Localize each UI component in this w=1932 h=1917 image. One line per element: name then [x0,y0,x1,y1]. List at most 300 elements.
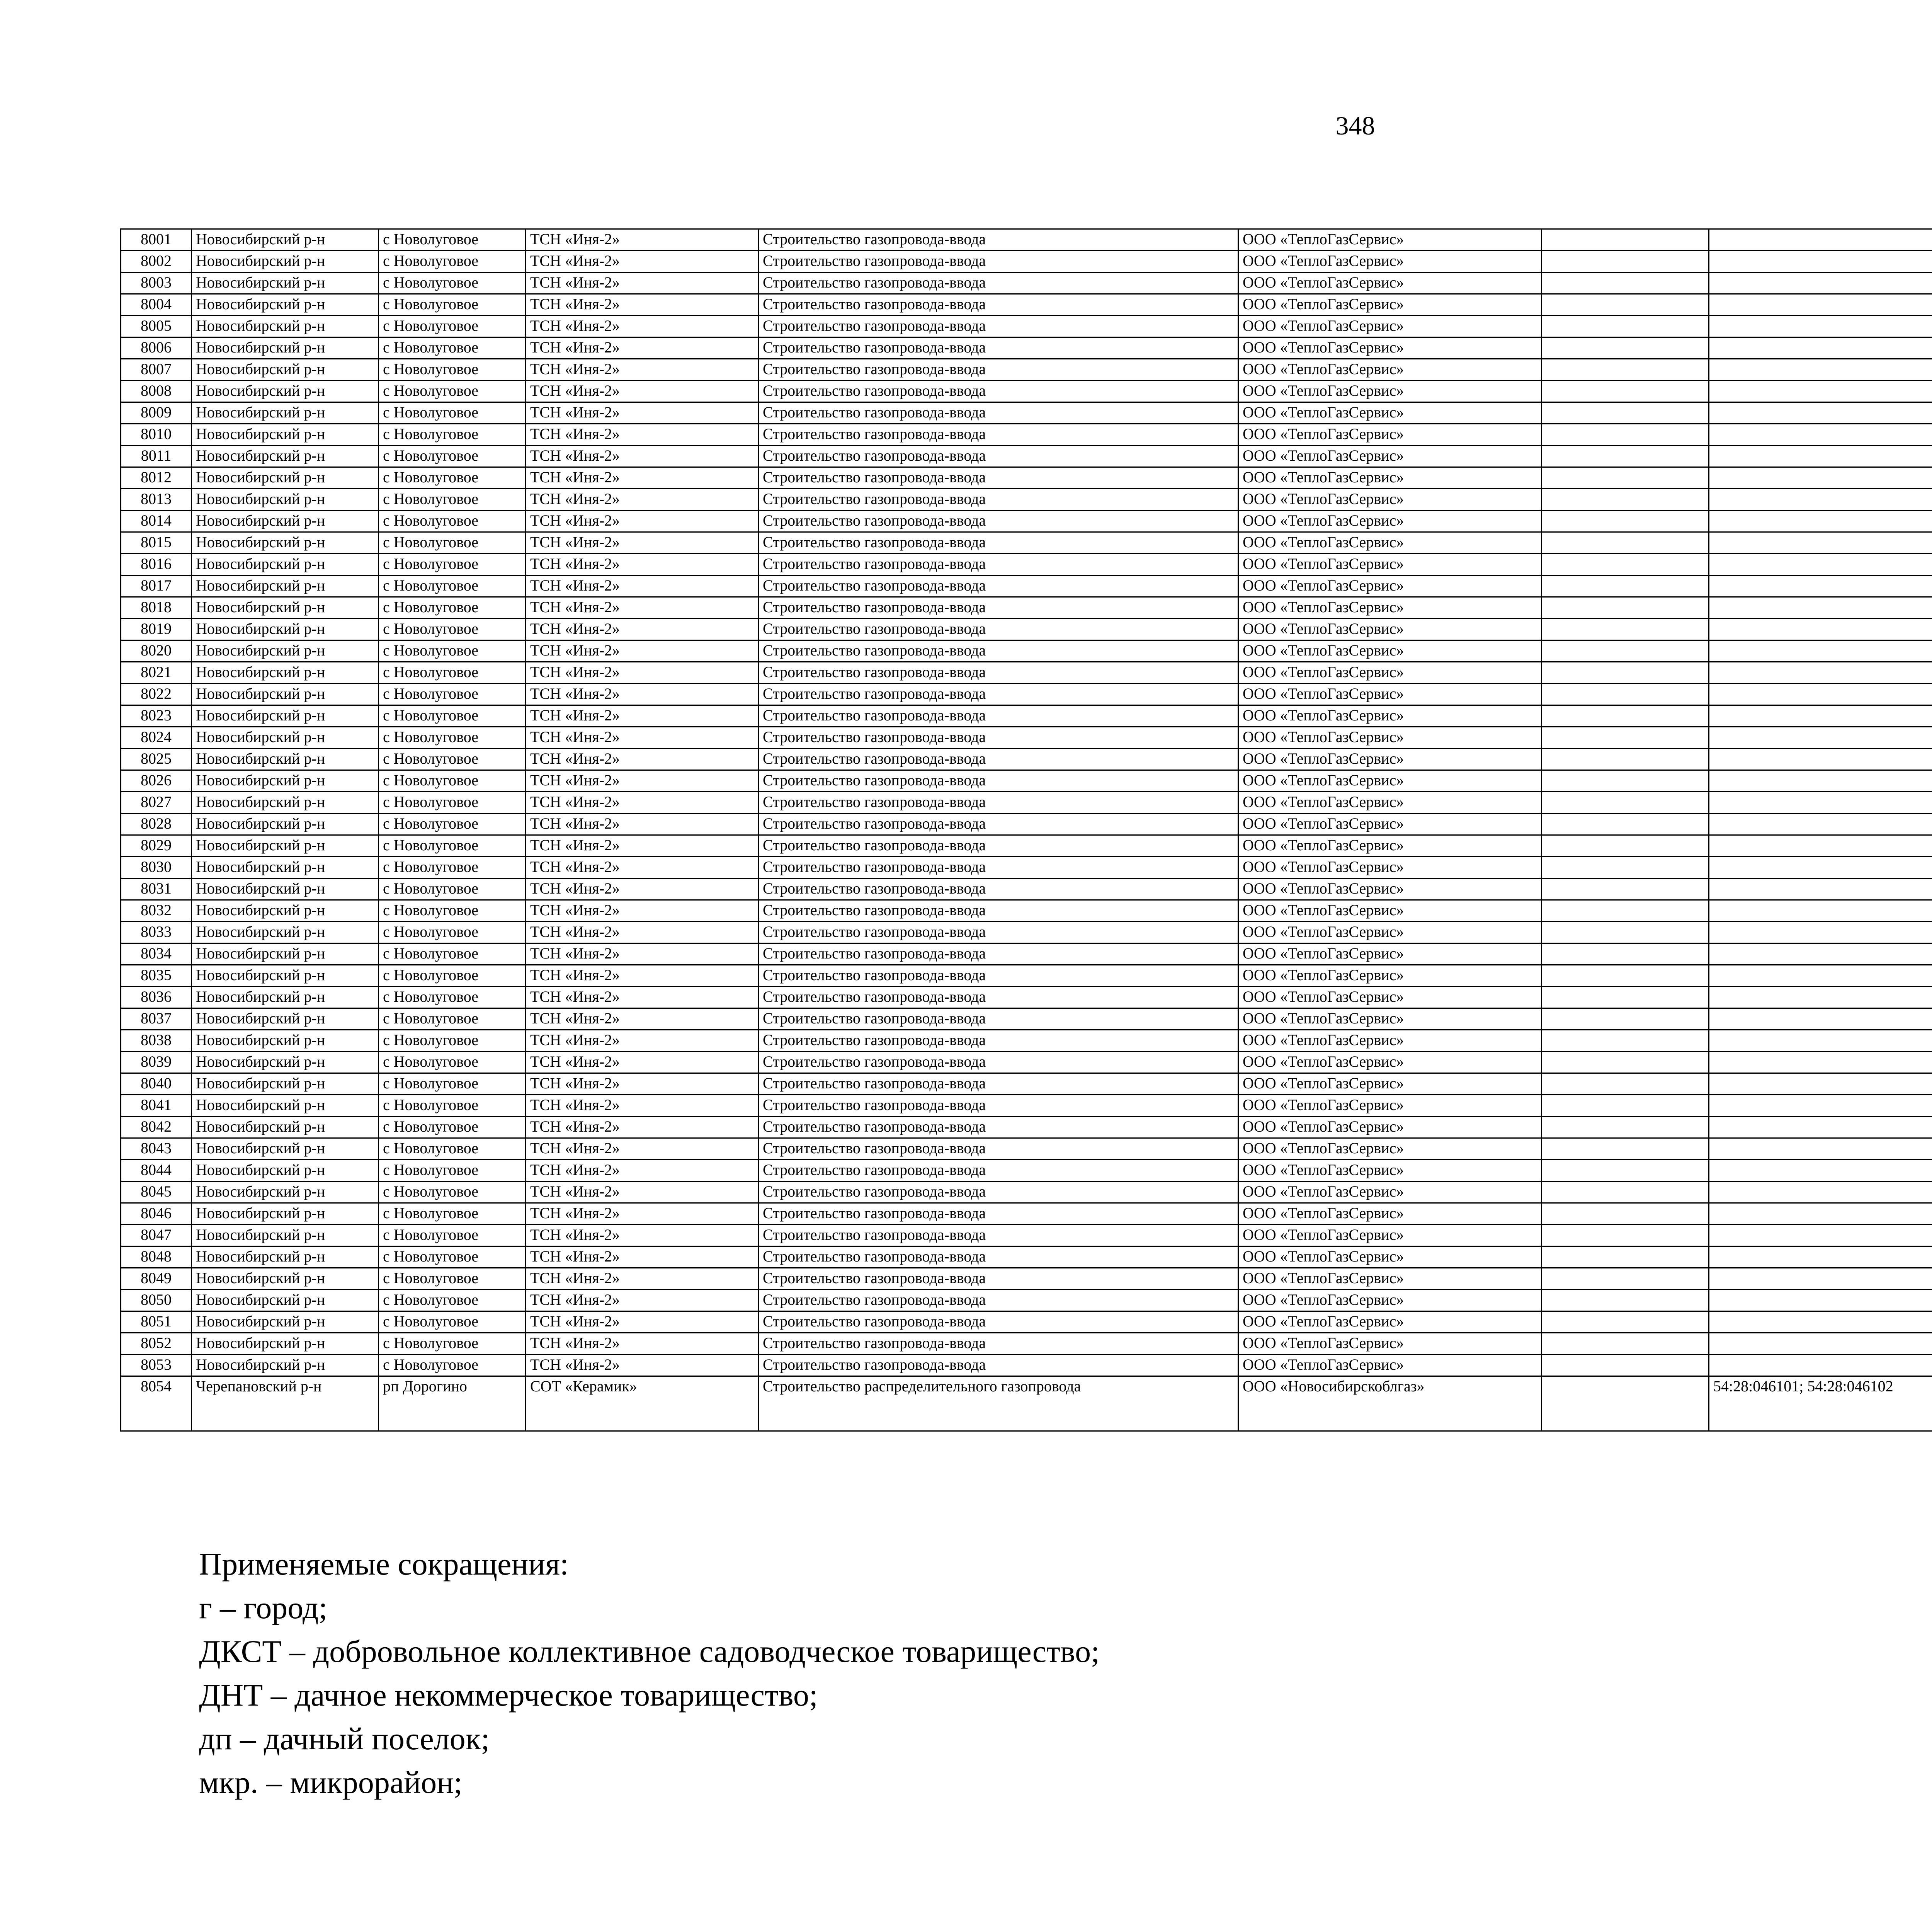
cell-row-number: 8054 [121,1376,192,1431]
table-row [121,446,1932,467]
table-row [121,662,1932,684]
cell-organization: ТСН «Иня-2» [526,402,759,424]
cell-extra-cell [1542,922,1709,943]
cell-row-number: 8007 [121,359,192,381]
cell-work-type: Строительство газопровода-ввода [759,619,1238,640]
cell-organization: ТСН «Иня-2» [526,1138,759,1160]
table-row [121,1376,1932,1431]
cell-district: Новосибирский р-н [192,229,379,251]
cell-work-type: Строительство газопровода-ввода [759,554,1238,575]
cell-district: Новосибирский р-н [192,814,379,835]
cell-extra-cell [1542,1095,1709,1117]
cell-cadastral-number [1709,814,1932,835]
cell-district: Новосибирский р-н [192,1138,379,1160]
cell-extra-cell [1542,359,1709,381]
cell-extra-cell [1542,532,1709,554]
table-row [121,1095,1932,1117]
cell-contractor: ООО «ТеплоГазСервис» [1238,1008,1542,1030]
cell-contractor: ООО «ТеплоГазСервис» [1238,532,1542,554]
table-row [121,727,1932,749]
cell-contractor: ООО «ТеплоГазСервис» [1238,965,1542,987]
table-row [121,1073,1932,1095]
cell-extra-cell [1542,727,1709,749]
cell-district: Новосибирский р-н [192,402,379,424]
cell-settlement: с Новолуговое [379,987,526,1008]
cell-district: Новосибирский р-н [192,1073,379,1095]
cell-contractor: ООО «ТеплоГазСервис» [1238,1117,1542,1138]
cell-district: Новосибирский р-н [192,684,379,705]
cell-row-number: 8035 [121,965,192,987]
table-body [121,229,1932,1431]
table-row [121,1182,1932,1203]
cell-row-number: 8011 [121,446,192,467]
cell-extra-cell [1542,900,1709,922]
cell-row-number: 8010 [121,424,192,446]
cell-cadastral-number [1709,1052,1932,1073]
cell-work-type: Строительство газопровода-ввода [759,640,1238,662]
cell-extra-cell [1542,272,1709,294]
cell-work-type: Строительство газопровода-ввода [759,467,1238,489]
cell-cadastral-number [1709,446,1932,467]
cell-contractor: ООО «ТеплоГазСервис» [1238,857,1542,878]
table-row [121,1333,1932,1355]
cell-extra-cell [1542,337,1709,359]
cell-work-type: Строительство газопровода-ввода [759,1203,1238,1225]
cell-contractor: ООО «ТеплоГазСервис» [1238,1225,1542,1246]
table-row [121,532,1932,554]
table-row [121,1008,1932,1030]
cell-work-type: Строительство газопровода-ввода [759,532,1238,554]
cell-organization: ТСН «Иня-2» [526,359,759,381]
cell-settlement: с Новолуговое [379,597,526,619]
cell-extra-cell [1542,619,1709,640]
cell-work-type: Строительство газопровода-ввода [759,1030,1238,1052]
cell-row-number: 8006 [121,337,192,359]
cell-cadastral-number [1709,359,1932,381]
cell-row-number: 8027 [121,792,192,814]
cell-district: Новосибирский р-н [192,272,379,294]
cell-settlement: с Новолуговое [379,575,526,597]
cell-district: Новосибирский р-н [192,640,379,662]
cell-organization: ТСН «Иня-2» [526,316,759,337]
cell-organization: ТСН «Иня-2» [526,467,759,489]
cell-extra-cell [1542,1355,1709,1376]
cell-work-type: Строительство газопровода-ввода [759,381,1238,402]
cell-organization: ТСН «Иня-2» [526,1117,759,1138]
cell-work-type: Строительство газопровода-ввода [759,575,1238,597]
table-row [121,770,1932,792]
cell-contractor: ООО «ТеплоГазСервис» [1238,1095,1542,1117]
cell-cadastral-number [1709,878,1932,900]
cell-work-type: Строительство газопровода-ввода [759,727,1238,749]
cell-settlement: с Новолуговое [379,251,526,272]
cell-organization: ТСН «Иня-2» [526,251,759,272]
abbreviation-item: мкр. – микрорайон; [199,1765,463,1800]
cell-contractor: ООО «ТеплоГазСервис» [1238,1268,1542,1290]
table-row [121,1203,1932,1225]
cell-extra-cell [1542,424,1709,446]
cell-contractor: ООО «ТеплоГазСервис» [1238,900,1542,922]
table-row [121,489,1932,511]
cell-district: Новосибирский р-н [192,705,379,727]
cell-work-type: Строительство газопровода-ввода [759,489,1238,511]
cell-contractor: ООО «ТеплоГазСервис» [1238,554,1542,575]
cell-work-type: Строительство газопровода-ввода [759,511,1238,532]
cell-work-type: Строительство газопровода-ввода [759,1117,1238,1138]
abbreviations-block [199,1542,1100,1804]
cell-extra-cell [1542,1311,1709,1333]
cell-settlement: с Новолуговое [379,662,526,684]
cell-work-type: Строительство газопровода-ввода [759,337,1238,359]
cell-organization: ТСН «Иня-2» [526,857,759,878]
cell-organization: ТСН «Иня-2» [526,294,759,316]
cell-organization: ТСН «Иня-2» [526,446,759,467]
cell-district: Новосибирский р-н [192,1203,379,1225]
cell-extra-cell [1542,770,1709,792]
cell-settlement: с Новолуговое [379,402,526,424]
cell-extra-cell [1542,1030,1709,1052]
table-row [121,1052,1932,1073]
cell-extra-cell [1542,857,1709,878]
cell-work-type: Строительство газопровода-ввода [759,1138,1238,1160]
cell-cadastral-number [1709,965,1932,987]
cell-work-type: Строительство газопровода-ввода [759,1182,1238,1203]
cell-work-type: Строительство распределительного газопровода [759,1376,1238,1431]
cell-cadastral-number [1709,554,1932,575]
cell-cadastral-number [1709,1355,1932,1376]
cell-work-type: Строительство газопровода-ввода [759,402,1238,424]
table-row [121,878,1932,900]
cell-extra-cell [1542,943,1709,965]
cell-settlement: с Новолуговое [379,1008,526,1030]
cell-organization: ТСН «Иня-2» [526,727,759,749]
cell-extra-cell [1542,575,1709,597]
cell-contractor: ООО «ТеплоГазСервис» [1238,511,1542,532]
cell-settlement: с Новолуговое [379,294,526,316]
cell-contractor: ООО «ТеплоГазСервис» [1238,814,1542,835]
cell-settlement: с Новолуговое [379,727,526,749]
table-row [121,619,1932,640]
table-row [121,1030,1932,1052]
cell-row-number: 8051 [121,1311,192,1333]
table-row [121,1225,1932,1246]
cell-contractor: ООО «ТеплоГазСервис» [1238,424,1542,446]
cell-extra-cell [1542,229,1709,251]
table-row [121,814,1932,835]
cell-settlement: с Новолуговое [379,770,526,792]
cell-contractor: ООО «ТеплоГазСервис» [1238,922,1542,943]
table-row [121,467,1932,489]
cell-organization: ТСН «Иня-2» [526,965,759,987]
cell-row-number: 8002 [121,251,192,272]
table-row [121,1311,1932,1333]
table-row [121,1246,1932,1268]
table-row [121,684,1932,705]
cell-extra-cell [1542,381,1709,402]
table-row [121,402,1932,424]
cell-contractor: ООО «ТеплоГазСервис» [1238,1160,1542,1182]
cell-cadastral-number [1709,1182,1932,1203]
cell-contractor: ООО «ТеплоГазСервис» [1238,987,1542,1008]
table-row [121,857,1932,878]
cell-settlement: с Новолуговое [379,1095,526,1117]
cell-cadastral-number [1709,1008,1932,1030]
table-row [121,554,1932,575]
cell-contractor: ООО «ТеплоГазСервис» [1238,1246,1542,1268]
cell-contractor: ООО «ТеплоГазСервис» [1238,316,1542,337]
cell-work-type: Строительство газопровода-ввода [759,770,1238,792]
cell-extra-cell [1542,1117,1709,1138]
cell-row-number: 8005 [121,316,192,337]
cell-contractor: ООО «ТеплоГазСервис» [1238,381,1542,402]
cell-contractor: ООО «ТеплоГазСервис» [1238,1138,1542,1160]
cell-contractor: ООО «ТеплоГазСервис» [1238,662,1542,684]
table-row [121,1138,1932,1160]
cell-organization: ТСН «Иня-2» [526,878,759,900]
cell-work-type: Строительство газопровода-ввода [759,814,1238,835]
cell-extra-cell [1542,1376,1709,1431]
cell-row-number: 8040 [121,1073,192,1095]
cell-settlement: с Новолуговое [379,1138,526,1160]
cell-extra-cell [1542,1160,1709,1182]
table-row [121,424,1932,446]
cell-organization: ТСН «Иня-2» [526,662,759,684]
cell-cadastral-number [1709,749,1932,770]
cell-work-type: Строительство газопровода-ввода [759,987,1238,1008]
cell-contractor: ООО «ТеплоГазСервис» [1238,640,1542,662]
cell-settlement: с Новолуговое [379,684,526,705]
table-row [121,251,1932,272]
cell-district: Новосибирский р-н [192,662,379,684]
cell-district: Новосибирский р-н [192,619,379,640]
cell-organization: ТСН «Иня-2» [526,575,759,597]
cell-organization: ТСН «Иня-2» [526,900,759,922]
cell-cadastral-number [1709,337,1932,359]
cell-organization: СОТ «Керамик» [526,1376,759,1431]
cell-contractor: ООО «ТеплоГазСервис» [1238,1182,1542,1203]
table-row [121,1355,1932,1376]
cell-extra-cell [1542,1268,1709,1290]
cell-cadastral-number [1709,1290,1932,1311]
cell-settlement: с Новолуговое [379,1225,526,1246]
cell-row-number: 8048 [121,1246,192,1268]
cell-settlement: с Новолуговое [379,705,526,727]
cell-organization: ТСН «Иня-2» [526,1008,759,1030]
cell-cadastral-number [1709,272,1932,294]
cell-settlement: с Новолуговое [379,749,526,770]
cell-district: Новосибирский р-н [192,792,379,814]
cell-cadastral-number [1709,1117,1932,1138]
cell-cadastral-number [1709,770,1932,792]
cell-contractor: ООО «ТеплоГазСервис» [1238,251,1542,272]
cell-organization: ТСН «Иня-2» [526,1268,759,1290]
cell-district: Черепановский р-н [192,1376,379,1431]
cell-organization: ТСН «Иня-2» [526,987,759,1008]
cell-cadastral-number [1709,1095,1932,1117]
cell-district: Новосибирский р-н [192,381,379,402]
cell-work-type: Строительство газопровода-ввода [759,705,1238,727]
cell-settlement: с Новолуговое [379,1268,526,1290]
cell-district: Новосибирский р-н [192,1030,379,1052]
cell-settlement: с Новолуговое [379,965,526,987]
table-row [121,337,1932,359]
cell-settlement: с Новолуговое [379,878,526,900]
cell-district: Новосибирский р-н [192,922,379,943]
cell-settlement: с Новолуговое [379,943,526,965]
cell-extra-cell [1542,402,1709,424]
cell-settlement: с Новолуговое [379,619,526,640]
cell-settlement: с Новолуговое [379,446,526,467]
cell-row-number: 8033 [121,922,192,943]
cell-cadastral-number [1709,251,1932,272]
cell-work-type: Строительство газопровода-ввода [759,316,1238,337]
cell-settlement: с Новолуговое [379,1246,526,1268]
cell-district: Новосибирский р-н [192,1008,379,1030]
cell-district: Новосибирский р-н [192,770,379,792]
table-row [121,316,1932,337]
cell-organization: ТСН «Иня-2» [526,1073,759,1095]
cell-district: Новосибирский р-н [192,878,379,900]
table-row [121,229,1932,251]
cell-district: Новосибирский р-н [192,1095,379,1117]
cell-district: Новосибирский р-н [192,943,379,965]
cell-extra-cell [1542,446,1709,467]
table-row [121,943,1932,965]
cell-work-type: Строительство газопровода-ввода [759,943,1238,965]
cell-settlement: с Новолуговое [379,640,526,662]
cell-extra-cell [1542,814,1709,835]
cell-settlement: с Новолуговое [379,424,526,446]
abbreviation-item: г – город; [199,1590,328,1625]
cell-organization: ТСН «Иня-2» [526,1052,759,1073]
cell-row-number: 8018 [121,597,192,619]
cell-district: Новосибирский р-н [192,337,379,359]
cell-cadastral-number [1709,900,1932,922]
cell-cadastral-number [1709,1268,1932,1290]
cell-extra-cell [1542,1052,1709,1073]
cell-row-number: 8049 [121,1268,192,1290]
table-row [121,294,1932,316]
cell-settlement: с Новолуговое [379,337,526,359]
cell-extra-cell [1542,511,1709,532]
abbreviation-item: дп – дачный поселок; [199,1721,490,1756]
cell-contractor: ООО «ТеплоГазСервис» [1238,619,1542,640]
cell-settlement: с Новолуговое [379,554,526,575]
cell-district: Новосибирский р-н [192,1290,379,1311]
cell-organization: ТСН «Иня-2» [526,1246,759,1268]
cell-settlement: с Новолуговое [379,1117,526,1138]
cell-cadastral-number [1709,1311,1932,1333]
cell-cadastral-number [1709,1030,1932,1052]
cell-cadastral-number [1709,727,1932,749]
cell-row-number: 8009 [121,402,192,424]
cell-settlement: с Новолуговое [379,1030,526,1052]
cell-organization: ТСН «Иня-2» [526,272,759,294]
cell-cadastral-number [1709,619,1932,640]
cell-cadastral-number [1709,705,1932,727]
cell-row-number: 8015 [121,532,192,554]
cell-organization: ТСН «Иня-2» [526,749,759,770]
cell-district: Новосибирский р-н [192,359,379,381]
cell-work-type: Строительство газопровода-ввода [759,229,1238,251]
cell-contractor: ООО «ТеплоГазСервис» [1238,1030,1542,1052]
cell-row-number: 8037 [121,1008,192,1030]
cell-row-number: 8044 [121,1160,192,1182]
cell-organization: ТСН «Иня-2» [526,705,759,727]
cell-row-number: 8032 [121,900,192,922]
cell-district: Новосибирский р-н [192,1311,379,1333]
cell-row-number: 8038 [121,1030,192,1052]
cell-contractor: ООО «ТеплоГазСервис» [1238,705,1542,727]
cell-cadastral-number [1709,532,1932,554]
cell-organization: ТСН «Иня-2» [526,511,759,532]
cell-extra-cell [1542,1073,1709,1095]
table-row [121,1160,1932,1182]
cell-row-number: 8025 [121,749,192,770]
cell-district: Новосибирский р-н [192,489,379,511]
table-row [121,792,1932,814]
cell-work-type: Строительство газопровода-ввода [759,1095,1238,1117]
cell-row-number: 8017 [121,575,192,597]
table-row [121,640,1932,662]
cell-work-type: Строительство газопровода-ввода [759,1225,1238,1246]
cell-settlement: с Новолуговое [379,489,526,511]
cell-district: Новосибирский р-н [192,1246,379,1268]
table-row [121,1268,1932,1290]
cell-contractor: ООО «ТеплоГазСервис» [1238,835,1542,857]
cell-district: Новосибирский р-н [192,446,379,467]
cell-district: Новосибирский р-н [192,727,379,749]
cell-extra-cell [1542,1246,1709,1268]
cell-row-number: 8013 [121,489,192,511]
cell-cadastral-number [1709,402,1932,424]
cell-extra-cell [1542,662,1709,684]
cell-settlement: с Новолуговое [379,922,526,943]
cell-contractor: ООО «ТеплоГазСервис» [1238,359,1542,381]
cell-organization: ТСН «Иня-2» [526,554,759,575]
cell-work-type: Строительство газопровода-ввода [759,1268,1238,1290]
cell-contractor: ООО «ТеплоГазСервис» [1238,943,1542,965]
cell-district: Новосибирский р-н [192,532,379,554]
cell-work-type: Строительство газопровода-ввода [759,965,1238,987]
cell-contractor: ООО «ТеплоГазСервис» [1238,1073,1542,1095]
cell-contractor: ООО «ТеплоГазСервис» [1238,1203,1542,1225]
cell-extra-cell [1542,554,1709,575]
cell-row-number: 8045 [121,1182,192,1203]
cell-cadastral-number [1709,1160,1932,1182]
cell-cadastral-number [1709,987,1932,1008]
cell-district: Новосибирский р-н [192,554,379,575]
cell-extra-cell [1542,965,1709,987]
cell-organization: ТСН «Иня-2» [526,229,759,251]
cell-row-number: 8046 [121,1203,192,1225]
cell-row-number: 8022 [121,684,192,705]
cell-work-type: Строительство газопровода-ввода [759,359,1238,381]
cell-settlement: рп Дорогино [379,1376,526,1431]
cell-extra-cell [1542,987,1709,1008]
cell-row-number: 8053 [121,1355,192,1376]
cell-row-number: 8023 [121,705,192,727]
cell-extra-cell [1542,1182,1709,1203]
cell-district: Новосибирский р-н [192,965,379,987]
cell-organization: ТСН «Иня-2» [526,1095,759,1117]
cell-district: Новосибирский р-н [192,597,379,619]
cell-settlement: с Новолуговое [379,1333,526,1355]
cell-contractor: ООО «ТеплоГазСервис» [1238,575,1542,597]
cell-cadastral-number [1709,1073,1932,1095]
cell-cadastral-number [1709,229,1932,251]
cell-district: Новосибирский р-н [192,1225,379,1246]
